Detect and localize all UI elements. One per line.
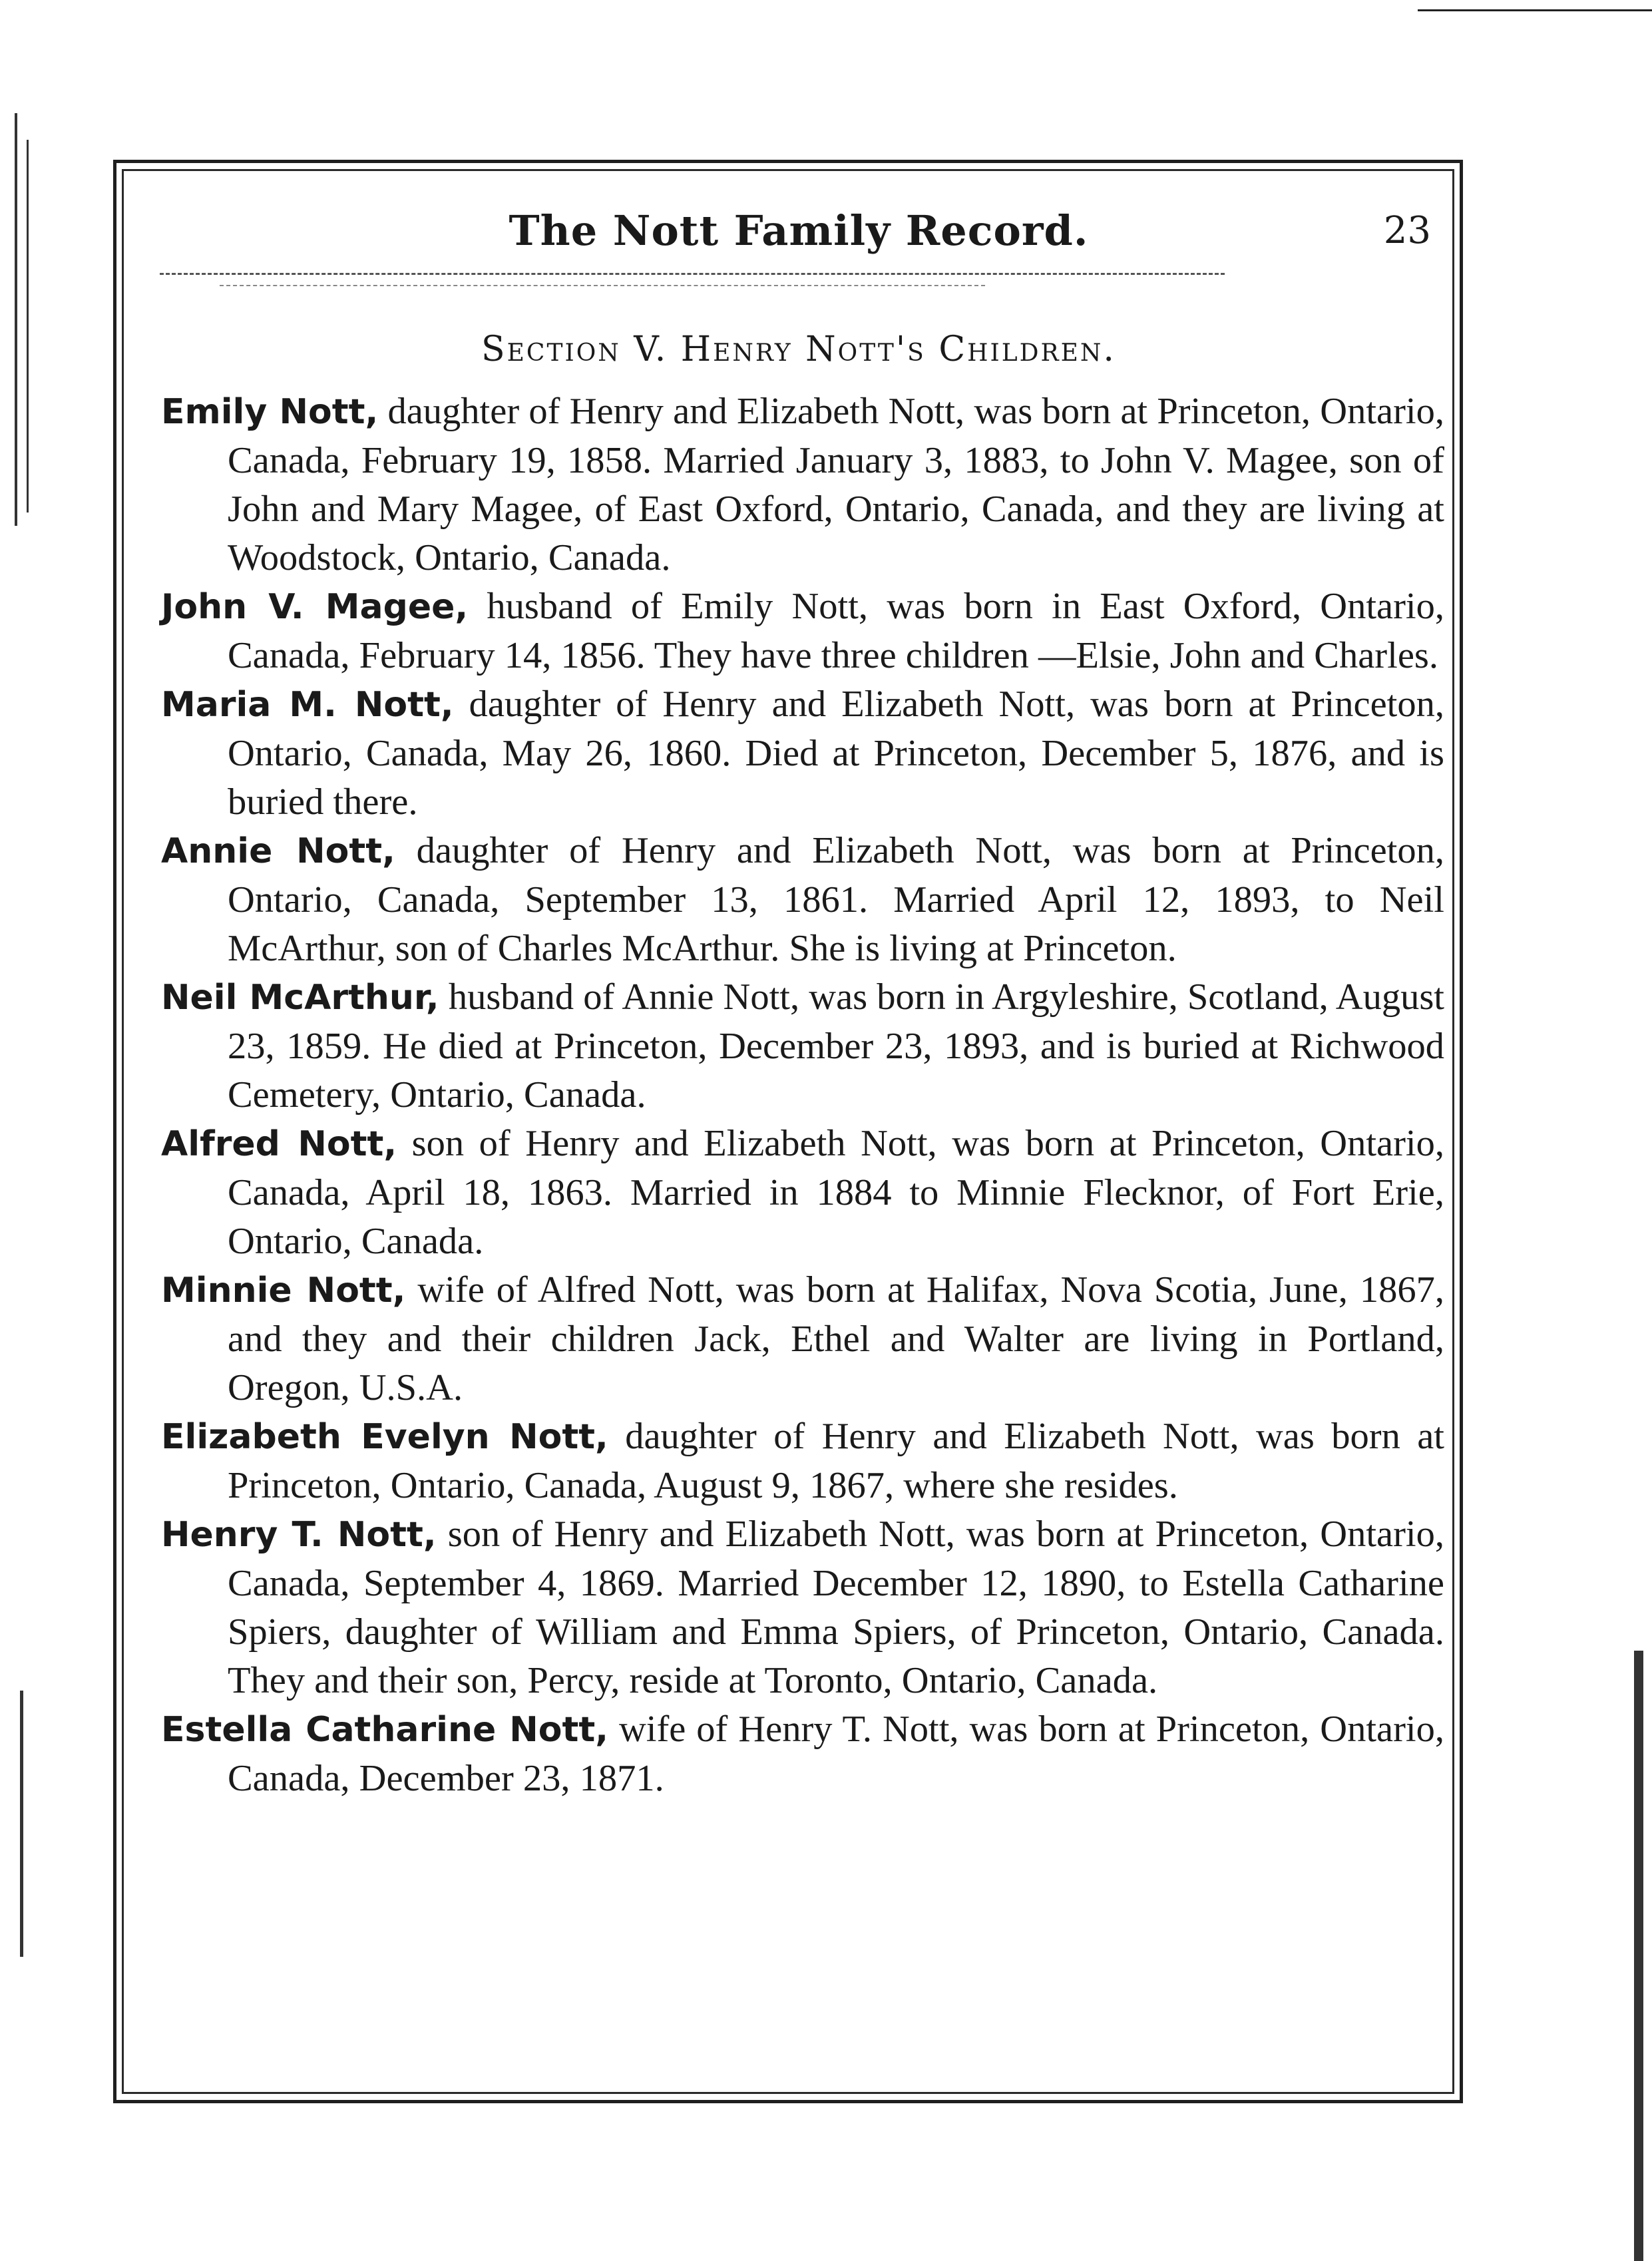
entry-text: husband of Emily Nott, was born in East Oxford, Ontario, Canada, February 14, 1856. They have three children —Elsie, John and Charles. <box>228 586 1445 676</box>
entry-name: Neil McArthur, <box>161 978 439 1018</box>
entry-text: son of Henry and Elizabeth Nott, was born at Princeton, Ontario, Canada, April 18, 1863. Married in 1884 to Minnie Flecknor, of Fort Erie, Ontario, Canada. <box>228 1123 1444 1262</box>
record-entry <box>161 582 1444 680</box>
entry-text: daughter of Henry and Elizabeth Nott, was born at Princeton, Ontario, Canada, May 26, 1860. Died at Princeton, December 5, 1876, and is buried there. <box>228 684 1444 823</box>
record-entry <box>161 1266 1444 1412</box>
record-entry <box>161 1705 1444 1803</box>
section-heading: Section V. Henry Nott's Children. <box>481 329 1116 369</box>
entry-text: daughter of Henry and Elizabeth Nott, was born at Princeton, Ontario, Canada, September 13, 1861. Married April 12, 1893, to Neil McArthur, son of Charles McArthur. She is living at Princeton. <box>228 830 1444 969</box>
entry-name: Henry T. Nott, <box>161 1515 437 1555</box>
entry-name: Estella Catharine Nott, <box>161 1710 608 1750</box>
entry-text: wife of Alfred Nott, was born at Halifax, Nova Scotia, June, 1867, and they and their children Jack, Ethel and Walter are living in Portland, Oregon, U.S.A. <box>228 1269 1444 1408</box>
scan-top-rule <box>1418 9 1652 11</box>
entry-text: daughter of Henry and Elizabeth Nott, was born at Princeton, Ontario, Canada, August 9, 1867, where she resides. <box>228 1416 1445 1506</box>
entry-text: daughter of Henry and Elizabeth Nott, was born at Princeton, Ontario, Canada, February 19, 1858. Married January 3, 1883, to John V. Magee, son of John and Mary Magee, of East Oxford, Ontario, Canada, and they are living at Woodstock, Ontario, Canada. <box>228 391 1445 578</box>
record-entry <box>161 1120 1444 1266</box>
entry-name: Elizabeth Evelyn Nott, <box>161 1417 608 1457</box>
entry-name: Minnie Nott, <box>161 1271 406 1311</box>
entry-name: John V. Magee, <box>161 587 469 627</box>
record-entry <box>161 1412 1444 1510</box>
page-header <box>160 206 1438 273</box>
entry-name: Maria M. Nott, <box>161 685 454 725</box>
entry-text: husband of Annie Nott, was born in Argyleshire, Scotland, August 23, 1859. He died at Princeton, December 23, 1893, and is buried at Richwood Cemetery, Ontario, Canada. <box>228 976 1445 1116</box>
record-entry <box>161 680 1444 827</box>
record-entry <box>161 387 1444 582</box>
entry-text: wife of Henry T. Nott, was born at Princeton, Ontario, Canada, December 23, 1871. <box>228 1709 1445 1799</box>
scan-margin-mark <box>1634 1651 1643 2261</box>
page-number: 23 <box>1383 209 1431 252</box>
entry-name: Alfred Nott, <box>161 1124 397 1164</box>
scan-margin-mark <box>27 140 29 513</box>
entry-text: son of Henry and Elizabeth Nott, was born at Princeton, Ontario, Canada, September 4, 1869. Married December 12, 1890, to Estella Catharine Spiers, daughter of William and Emma Spiers, of Princeton, Ontario, Canada. They and their son, Percy, reside at Toronto, Ontario, Canada. <box>228 1514 1444 1701</box>
entry-name: Annie Nott, <box>161 831 395 871</box>
header-rule <box>160 273 1225 275</box>
scan-margin-mark <box>15 113 17 526</box>
scan-margin-mark <box>20 1691 23 1957</box>
record-entry <box>161 1510 1444 1705</box>
running-title: The Nott Family Record. <box>509 206 1089 255</box>
record-entries <box>161 387 1444 1803</box>
entry-name: Emily Nott, <box>161 392 379 432</box>
record-entry <box>161 827 1444 973</box>
header-rule-secondary <box>220 285 985 286</box>
record-entry <box>161 973 1444 1120</box>
